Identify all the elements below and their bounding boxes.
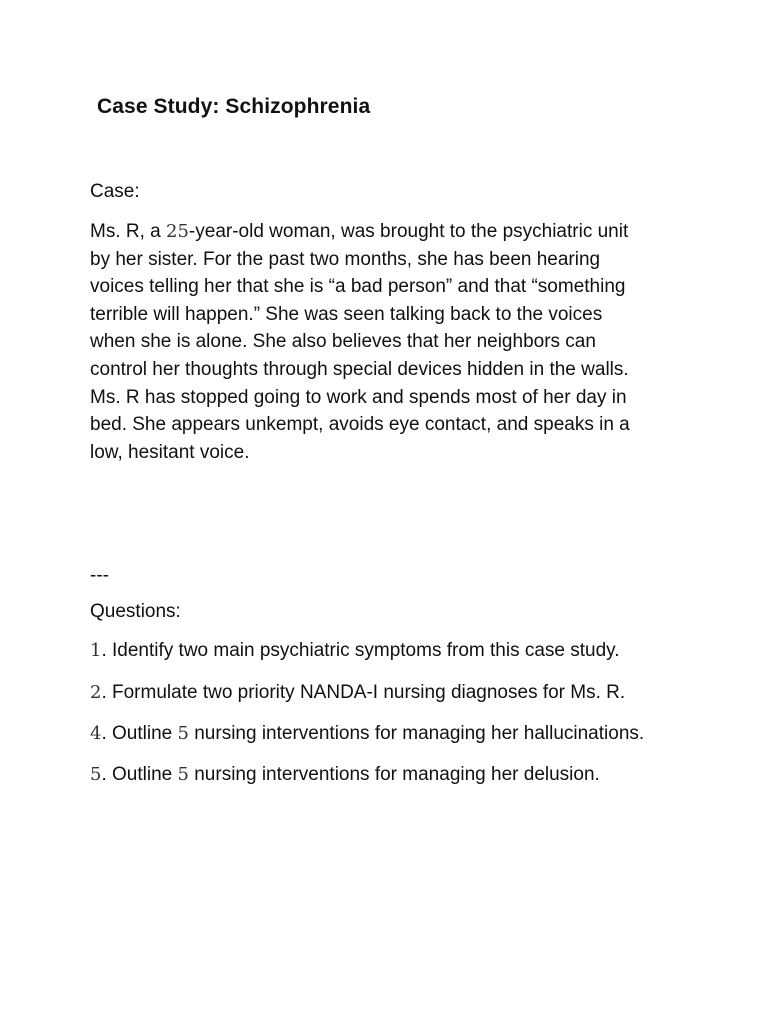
- question-number: 2: [90, 682, 102, 703]
- case-age: 25: [166, 221, 189, 242]
- case-line: [90, 218, 680, 246]
- case-heading: Case:: [90, 181, 140, 202]
- case-text: -year-old woman, was brought to the psychiatric unit: [188, 221, 629, 242]
- case-description: [90, 218, 680, 466]
- question-item: [90, 681, 625, 705]
- question-text: . Outline: [101, 764, 178, 785]
- question-count: 5: [177, 764, 189, 785]
- case-line: Ms. R has stopped going to work and spends most of her day in: [90, 386, 627, 408]
- page-title: Case Study: Schizophrenia: [97, 95, 371, 118]
- case-line: terrible will happen.” She was seen talking back to the voices: [90, 303, 603, 325]
- question-text: . Outline: [101, 723, 178, 744]
- question-item: [90, 722, 644, 746]
- section-separator: ---: [90, 565, 109, 586]
- question-text: nursing interventions for managing her delusion.: [188, 764, 600, 785]
- case-line: voices telling her that she is “a bad person” and that “something: [90, 276, 626, 298]
- case-line: bed. She appears unkempt, avoids eye contact, and speaks in a: [90, 414, 630, 436]
- case-line: by her sister. For the past two months, she has been hearing: [90, 248, 601, 270]
- question-item: [90, 639, 620, 663]
- question-number: 4: [90, 723, 102, 744]
- question-item: [90, 763, 600, 787]
- case-line: control her thoughts through special devices hidden in the walls.: [90, 358, 629, 380]
- question-number: 1: [90, 640, 102, 661]
- questions-heading: Questions:: [90, 601, 181, 622]
- question-text: nursing interventions for managing her hallucinations.: [188, 723, 645, 744]
- question-text: . Identify two main psychiatric symptoms from this case study.: [101, 640, 620, 661]
- question-number: 5: [90, 764, 102, 785]
- case-line: when she is alone. She also believes that her neighbors can: [90, 331, 596, 353]
- case-line: low, hesitant voice.: [90, 441, 250, 463]
- question-text: . Formulate two priority NANDA-I nursing diagnoses for Ms. R.: [101, 682, 626, 703]
- question-count: 5: [177, 723, 189, 744]
- case-text: Ms. R, a: [90, 221, 167, 242]
